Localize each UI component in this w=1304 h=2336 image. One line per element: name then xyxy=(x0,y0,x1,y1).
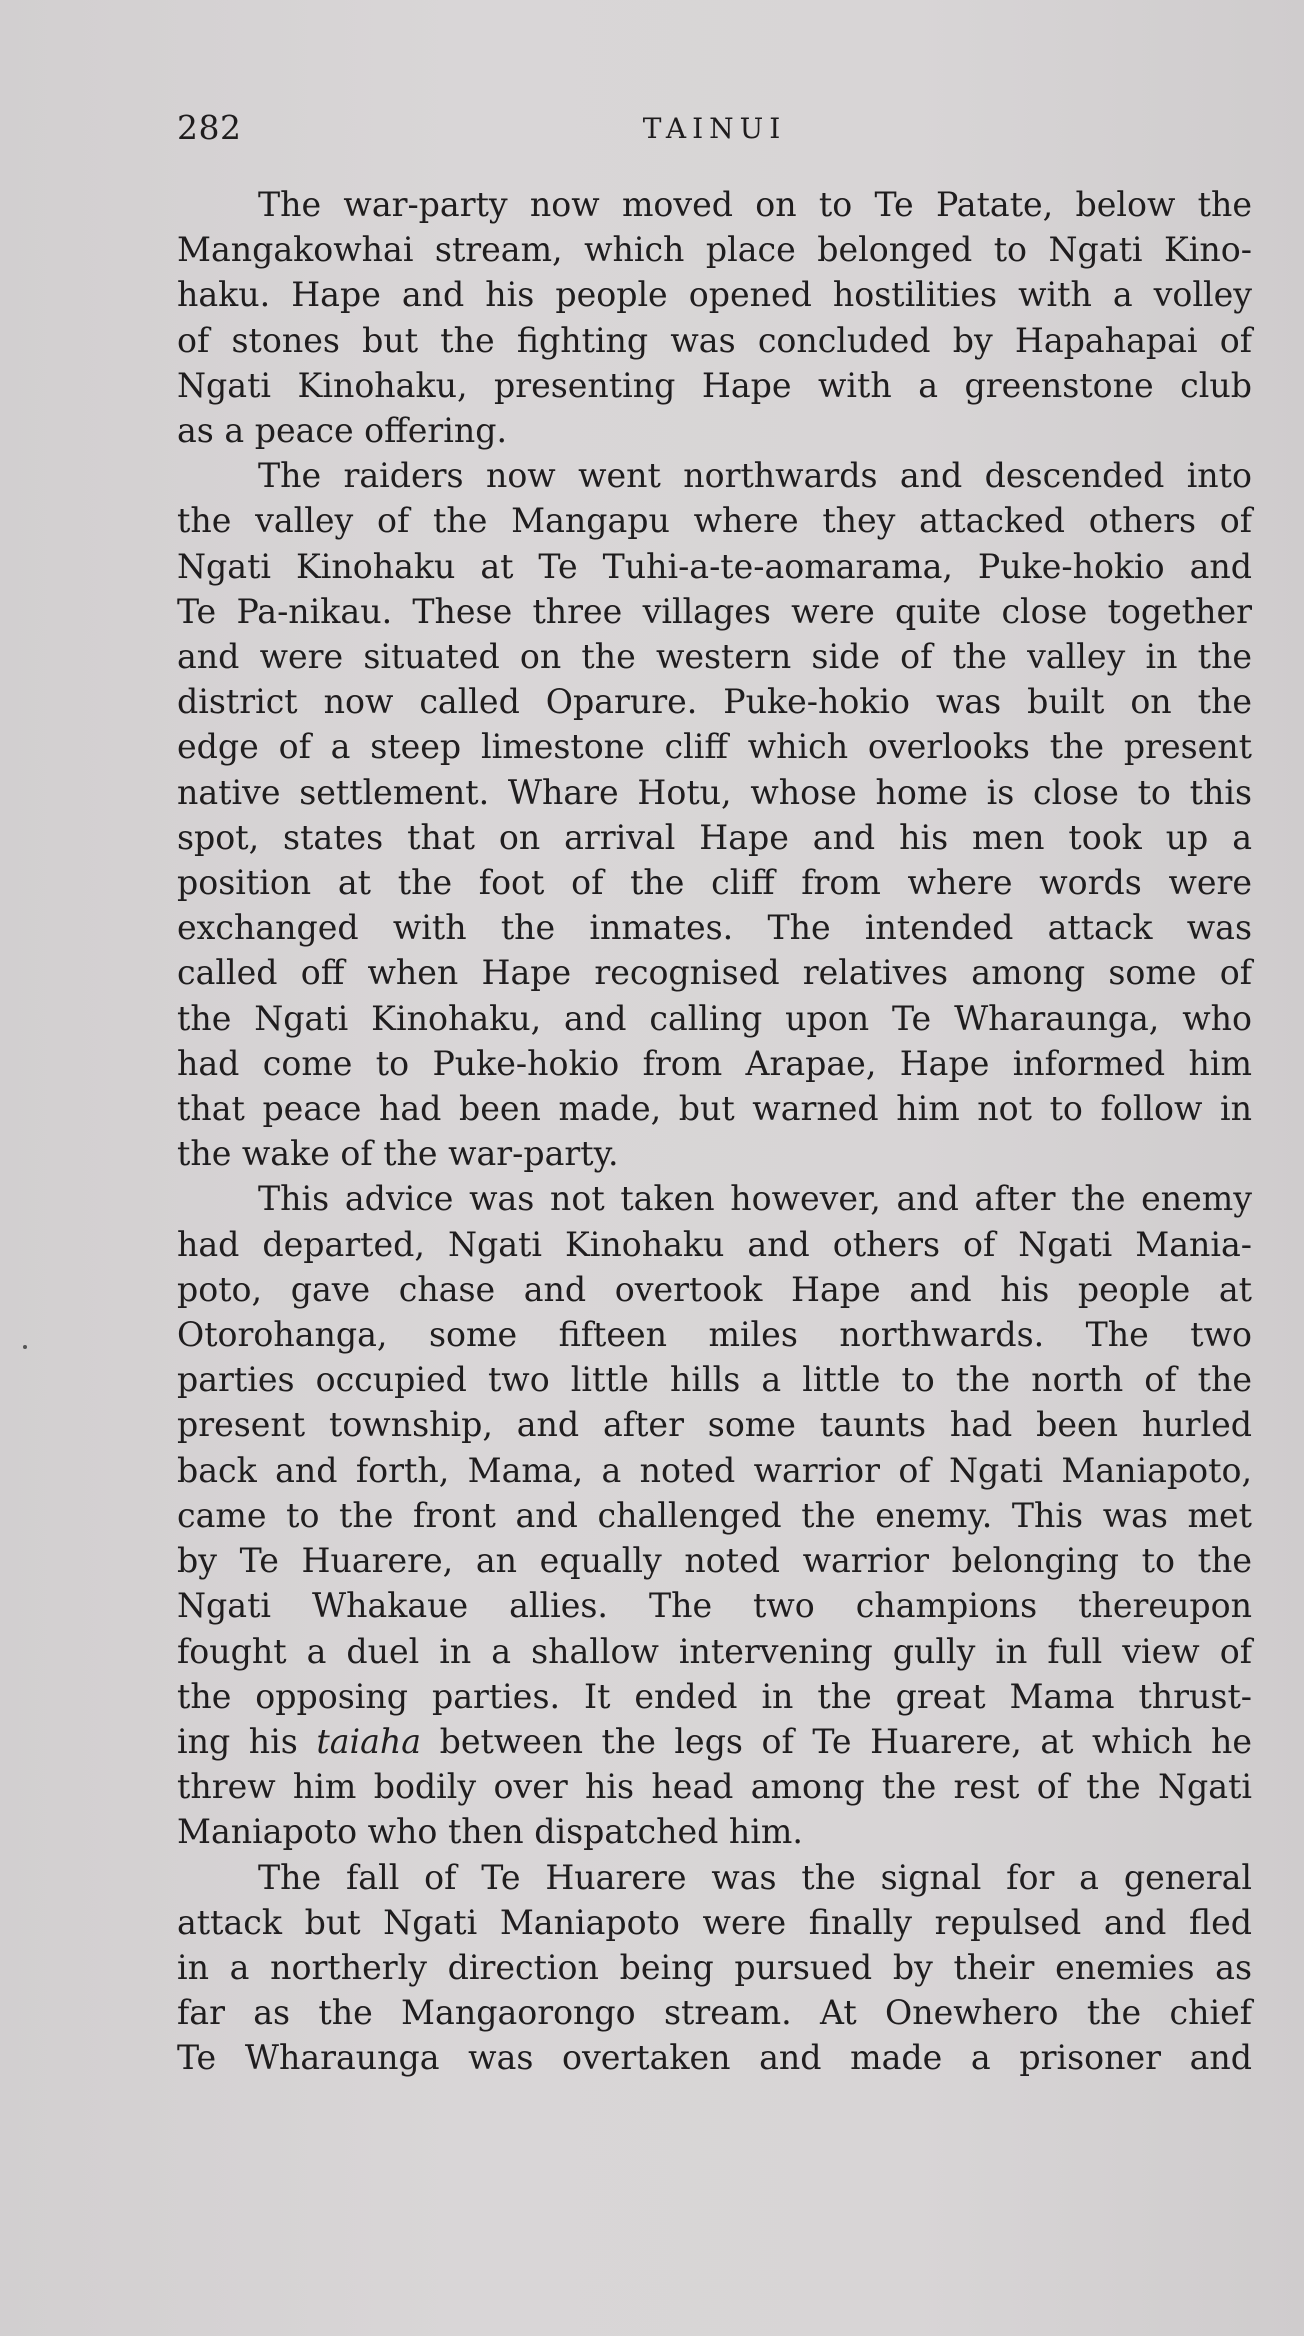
text-line: Ngati Kinohaku at Te Tuhi-a-te-aomarama, Puke-hokio and xyxy=(177,546,1252,586)
text-line: attack but Ngati Maniapoto were finally repulsed and fled xyxy=(177,1902,1252,1942)
text-line: The fall of Te Huarere was the signal for a general xyxy=(258,1857,1252,1897)
page-number: 282 xyxy=(177,108,242,147)
paragraph xyxy=(177,453,1252,1176)
paragraph xyxy=(177,182,1252,453)
text-line: by Te Huarere, an equally noted warrior belonging to the xyxy=(177,1541,1252,1581)
text-line: back and forth, Mama, a noted warrior of Ngati Maniapoto, xyxy=(177,1450,1252,1490)
text-line: ing his taiaha between the legs of Te Huarere, at which he xyxy=(177,1721,1252,1761)
text-line: position at the foot of the cliff from where words were xyxy=(177,863,1252,903)
text-line: haku. Hape and his people opened hostilities with a volley xyxy=(177,275,1252,315)
text-line: the wake of the war-party. xyxy=(177,1134,619,1174)
text-line: Ngati Whakaue allies. The two champions thereupon xyxy=(177,1586,1252,1626)
text-line: Mangakowhai stream, which place belonged to Ngati Kino- xyxy=(177,230,1252,270)
text-line: the valley of the Mangapu where they attacked others of xyxy=(177,501,1252,541)
text-line: spot, states that on arrival Hape and his men took up a xyxy=(177,817,1252,857)
text-line: and were situated on the western side of the valley in the xyxy=(177,637,1252,677)
text-line: called off when Hape recognised relatives among some of xyxy=(177,953,1252,993)
italic-term: taiaha xyxy=(316,1721,422,1761)
paragraph xyxy=(177,1176,1252,1854)
text-line: in a northerly direction being pursued by their enemies as xyxy=(177,1947,1252,1987)
text-line: came to the front and challenged the enemy. This was met xyxy=(177,1495,1252,1535)
text-line: present township, and after some taunts had been hurled xyxy=(177,1405,1252,1445)
text-line: parties occupied two little hills a little to the north of the xyxy=(177,1360,1252,1400)
text-line: the opposing parties. It ended in the great Mama thrust- xyxy=(177,1676,1252,1716)
scan-speck xyxy=(23,1345,27,1349)
text-line: Te Pa-nikau. These three villages were quite close together xyxy=(177,591,1252,631)
text-line: far as the Mangaorongo stream. At Onewhero the chief xyxy=(177,1993,1252,2033)
text-line: Te Wharaunga was overtaken and made a prisoner and xyxy=(177,2038,1252,2078)
text-line: had come to Puke-hokio from Arapae, Hape informed him xyxy=(177,1043,1252,1083)
text-line: Maniapoto who then dispatched him. xyxy=(177,1812,803,1852)
text-line: Otorohanga, some fifteen miles northwards. The two xyxy=(177,1315,1252,1355)
text-line: This advice was not taken however, and after the enemy xyxy=(258,1179,1252,1219)
text-line: exchanged with the inmates. The intended attack was xyxy=(177,908,1252,948)
text-line: threw him bodily over his head among the rest of the Ngati xyxy=(177,1767,1252,1807)
text-line: edge of a steep limestone cliff which overlooks the present xyxy=(177,727,1252,767)
text-line: of stones but the fighting was concluded by Hapahapai of xyxy=(177,320,1252,360)
text-line: had departed, Ngati Kinohaku and others of Ngati Mania- xyxy=(177,1224,1252,1264)
text-line: fought a duel in a shallow intervening gully in full view of xyxy=(177,1631,1252,1671)
body-text xyxy=(177,182,1252,2081)
text-line: the Ngati Kinohaku, and calling upon Te Wharaunga, who xyxy=(177,998,1252,1038)
text-line: that peace had been made, but warned him not to follow in xyxy=(177,1089,1252,1129)
text-line: native settlement. Whare Hotu, whose home is close to this xyxy=(177,772,1252,812)
text-line: Ngati Kinohaku, presenting Hape with a greenstone club xyxy=(177,365,1252,405)
paragraph xyxy=(177,1855,1252,2081)
page-header xyxy=(177,108,1252,152)
text-line: The war-party now moved on to Te Patate, below the xyxy=(258,185,1252,224)
text-line: district now called Oparure. Puke-hokio was built on the xyxy=(177,682,1252,722)
running-head: TAINUI xyxy=(642,112,787,145)
text-line: as a peace offering. xyxy=(177,411,507,451)
text-line: poto, gave chase and overtook Hape and his people at xyxy=(177,1269,1252,1309)
text-line: The raiders now went northwards and descended into xyxy=(258,456,1252,496)
